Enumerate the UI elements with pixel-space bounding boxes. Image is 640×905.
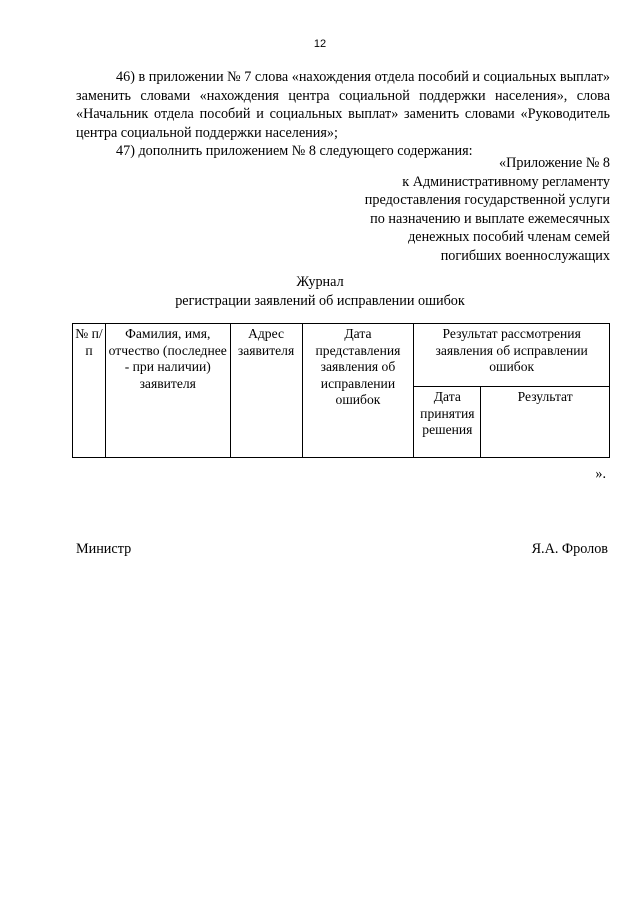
appendix-header: [280, 154, 610, 266]
header-date-submit: Дата представления заявления об исправлении ошибок: [302, 324, 414, 458]
header-result: Результат: [481, 387, 610, 458]
journal-subtitle: регистрации заявлений об исправлении ошибок: [175, 292, 465, 309]
signatory-name: Я.А. Фролов: [531, 541, 608, 557]
header-address: Адрес заявителя: [230, 324, 302, 458]
paragraph-46: 46) в приложении № 7 слова «нахождения отдела пособий и социальных выплат» заменить словами «нахождения центра социальной поддержки населения», слова «Начальник отдела пособий и социальных выплат» заменить словами «Руководитель центра социальной поддержки населения»;: [76, 69, 610, 141]
amendment-text: [76, 68, 610, 161]
header-num: № п/п: [73, 324, 106, 458]
header-result-group: Результат рассмотрения заявления об исправлении ошибок: [414, 324, 610, 387]
paragraph-47: 47) дополнить приложением № 8 следующего содержания:: [116, 143, 473, 160]
appendix-line: по назначению и выплате ежемесячных: [370, 210, 610, 227]
appendix-line: предоставления государственной услуги: [364, 192, 610, 209]
appendix-line: «Приложение № 8: [499, 155, 610, 171]
journal-title: Журнал: [296, 274, 344, 290]
closing-quote: ».: [595, 466, 606, 482]
header-fio: Фамилия, имя, отчество (последнее - при наличии) заявителя: [105, 324, 230, 458]
appendix-line: денежных пособий членам семей: [408, 229, 610, 246]
appendix-line: погибших военнослужащих: [440, 247, 610, 264]
journal-heading: [0, 273, 640, 310]
appendix-line: к Административному регламенту: [402, 173, 610, 190]
header-date-decision: Дата принятия решения: [414, 387, 481, 458]
page-number: 12: [313, 38, 327, 50]
signatory-position: Министр: [76, 541, 132, 557]
journal-table: [72, 323, 610, 458]
